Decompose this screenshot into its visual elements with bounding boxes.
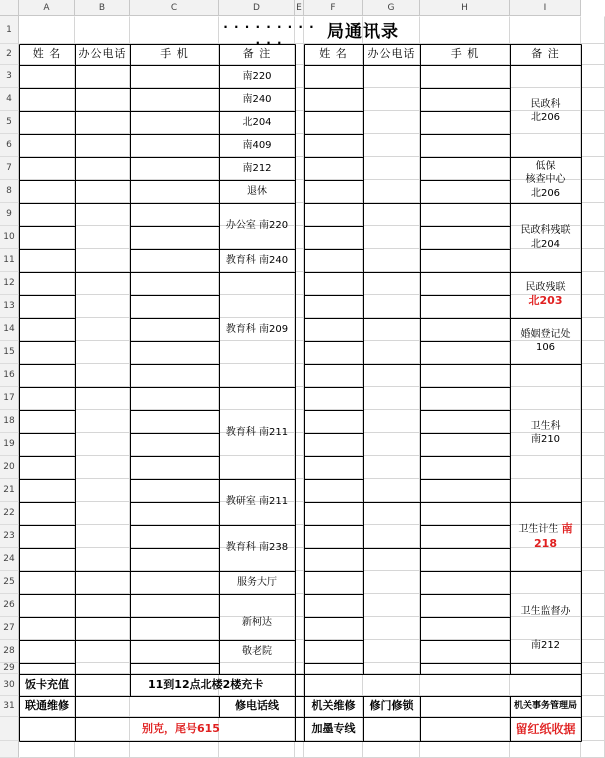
column-header-d[interactable]: D xyxy=(219,0,295,16)
note-cell xyxy=(510,502,581,571)
note-line: 北203 xyxy=(528,294,563,308)
column-header-g[interactable]: G xyxy=(363,0,420,16)
note-text: 卫生计生 xyxy=(518,523,562,535)
note-line: 南212 xyxy=(530,640,561,651)
note-line: 218 xyxy=(534,536,557,550)
note-cell: 服务大厅 xyxy=(237,576,277,588)
right-header-mobile: 手 机 xyxy=(450,47,480,61)
note-cell: 南212 xyxy=(242,162,272,174)
left-header-mobile: 手 机 xyxy=(160,47,189,61)
note-cell: 教育科 南238 xyxy=(225,542,289,554)
door-lock-repair-label: 修门修锁 xyxy=(369,699,414,713)
note-cell: 教育科 南240 xyxy=(225,254,289,266)
note-cell: 教育科 南211 xyxy=(225,427,289,439)
right-header-name: 姓 名 xyxy=(319,47,348,61)
row-header[interactable]: 17 xyxy=(0,387,19,410)
row-header[interactable]: 31 xyxy=(0,696,19,717)
row-header[interactable]: 22 xyxy=(0,502,19,525)
row-header[interactable]: 10 xyxy=(0,226,19,249)
note-line: 低保 xyxy=(535,160,556,172)
note-cell xyxy=(510,203,581,272)
note-line: 北204 xyxy=(530,238,561,250)
column-header-a[interactable]: A xyxy=(19,0,75,16)
note-line: 106 xyxy=(535,342,556,353)
note-line: 北206 xyxy=(530,112,561,123)
row-header[interactable]: 30 xyxy=(0,674,19,696)
note-line: 卫生监督办 xyxy=(520,605,571,617)
row-header[interactable]: 14 xyxy=(0,318,19,341)
row-header[interactable] xyxy=(0,741,19,758)
row-header[interactable]: 5 xyxy=(0,111,19,134)
card-recharge-label: 饭卡充值 xyxy=(25,677,69,691)
column-header-c[interactable]: C xyxy=(130,0,219,16)
row-header[interactable]: 7 xyxy=(0,157,19,180)
select-all-corner[interactable] xyxy=(0,0,19,16)
note-text-red: 南 xyxy=(561,521,573,535)
row-header[interactable]: 8 xyxy=(0,180,19,203)
note-cell: 教育科 南209 xyxy=(225,323,289,335)
card-recharge-info: 11到12点北楼2楼充卡 xyxy=(148,677,264,691)
unicom-repair-label: 联通维修 xyxy=(25,699,69,713)
row-header[interactable]: 29 xyxy=(0,663,19,674)
note-cell xyxy=(510,157,581,203)
row-header[interactable]: 11 xyxy=(0,249,19,272)
column-header-b[interactable]: B xyxy=(75,0,130,16)
row-header[interactable]: 4 xyxy=(0,88,19,111)
right-header-office: 办公电话 xyxy=(367,47,416,61)
row-header[interactable]: 3 xyxy=(0,65,19,88)
note-line: 民政科 xyxy=(530,98,561,110)
note-cell xyxy=(510,364,581,502)
note-cell xyxy=(510,318,581,364)
row-header[interactable]: 15 xyxy=(0,341,19,364)
note-cell: 新柯达 xyxy=(242,617,272,629)
row-header[interactable]: 18 xyxy=(0,410,19,433)
note-line: 婚姻登记处 xyxy=(520,328,571,340)
note-line: 南210 xyxy=(530,434,561,445)
note-line: 核查中心 xyxy=(525,174,566,186)
right-header-note: 备 注 xyxy=(531,47,560,61)
column-header-i[interactable]: I xyxy=(510,0,581,16)
row-header[interactable]: 20 xyxy=(0,456,19,479)
row-header[interactable] xyxy=(0,717,19,741)
left-header-name: 姓 名 xyxy=(32,47,62,61)
row-header[interactable]: 25 xyxy=(0,571,19,594)
row-header[interactable]: 21 xyxy=(0,479,19,502)
page-title: 局通讯录 xyxy=(327,21,399,42)
left-header-office: 办公电话 xyxy=(78,47,127,61)
note-cell xyxy=(510,594,581,663)
note-cell: 办公室 南220 xyxy=(225,220,289,232)
row-header[interactable]: 16 xyxy=(0,364,19,387)
row-header[interactable]: 19 xyxy=(0,433,19,456)
left-header-note: 备 注 xyxy=(242,47,272,61)
column-header-h[interactable]: H xyxy=(420,0,510,16)
note-line: 民政残联 xyxy=(525,281,566,293)
note-cell xyxy=(510,88,581,134)
row-header[interactable]: 12 xyxy=(0,272,19,295)
note-line: 北206 xyxy=(530,187,561,199)
buick-contact: 别克，尾号615 xyxy=(142,721,220,735)
row-header[interactable]: 23 xyxy=(0,525,19,548)
note-cell: 教研室 南211 xyxy=(225,496,289,508)
row-header[interactable]: 27 xyxy=(0,617,19,640)
row-header[interactable]: 2 xyxy=(0,44,19,65)
phone-line-repair-label: 修电话线 xyxy=(235,699,279,713)
row-header[interactable]: 26 xyxy=(0,594,19,617)
note-line: 民政科残联 xyxy=(520,225,571,236)
note-cell: 南220 xyxy=(242,70,272,82)
ink-line-label: 加墨专线 xyxy=(311,721,356,735)
note-line xyxy=(518,522,572,537)
row-header[interactable]: 6 xyxy=(0,134,19,157)
row-header[interactable]: 24 xyxy=(0,548,19,571)
office-repair-label: 机关维修 xyxy=(311,699,356,713)
office-name: 机关事务管理局 xyxy=(513,701,577,712)
note-cell: 南409 xyxy=(242,139,272,151)
note-line: 卫生科 xyxy=(530,420,561,432)
row-header[interactable]: 9 xyxy=(0,203,19,226)
column-header-f[interactable]: F xyxy=(304,0,363,16)
note-cell xyxy=(510,272,581,318)
row-header[interactable]: 13 xyxy=(0,295,19,318)
column-header-e[interactable]: E xyxy=(295,0,304,16)
note-cell: 敬老院 xyxy=(242,645,272,657)
note-cell: 退休 xyxy=(247,185,267,197)
red-receipt-note: 留红纸收据 xyxy=(515,721,576,736)
note-cell: 北204 xyxy=(242,116,272,128)
title-dots: . . . . . . . . . . . . xyxy=(223,20,315,44)
note-cell: 南240 xyxy=(242,93,272,105)
row-header[interactable]: 1 xyxy=(0,16,19,44)
row-header[interactable]: 28 xyxy=(0,640,19,663)
